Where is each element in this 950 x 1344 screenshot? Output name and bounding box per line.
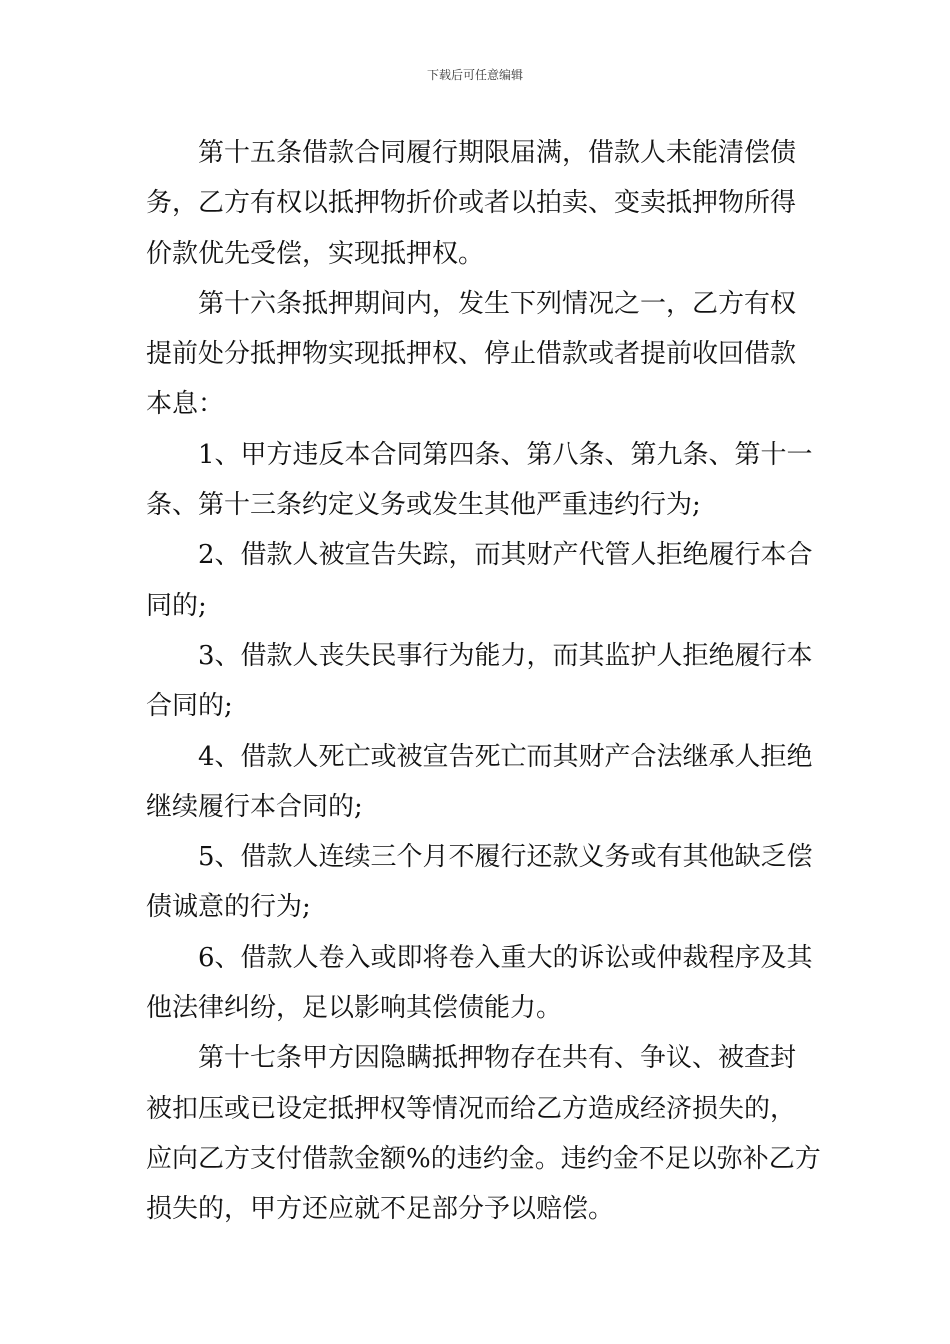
text-line: 他法律纠纷，足以影响其偿债能力。 [146,993,563,1024]
text-line: 第十六条抵押期间内，发生下列情况之一，乙方有权 [198,288,797,319]
paragraph-article-17 [146,1033,821,1234]
text-line: 5、借款人连续三个月不履行还款义务或有其他缺乏偿 [198,842,813,873]
text-line: 应向乙方支付借款金额%的违约金。违约金不足以弥补乙方 [146,1143,821,1174]
text-line: 务，乙方有权以抵押物折价或者以拍卖、变卖抵押物所得 [146,188,797,219]
paragraph-article-16 [146,279,816,430]
page-header: 下载后可任意编辑 [426,68,523,82]
text-line: 本息： [146,389,225,420]
text-line: 债诚意的行为; [146,892,311,923]
text-line: 条、第十三条约定义务或发生其他严重违约行为; [146,490,701,521]
text-line: 损失的，甲方还应就不足部分予以赔偿。 [146,1194,615,1225]
text-line: 第十五条借款合同履行期限届满，借款人未能清偿债 [198,138,797,168]
list-item-5 [146,832,816,933]
text-line: 第十七条甲方因隐瞒抵押物存在共有、争议、被查封 [198,1043,797,1074]
list-item-2 [146,530,816,631]
text-line: 6、借款人卷入或即将卷入重大的诉讼或仲裁程序及其 [198,942,813,973]
text-line: 被扣压或已设定抵押权等情况而给乙方造成经济损失的， [146,1093,797,1124]
text-line: 2、借款人被宣告失踪，而其财产代管人拒绝履行本合 [198,540,813,571]
text-line: 4、借款人死亡或被宣告死亡而其财产合法继承人拒绝 [198,741,813,772]
list-item-4 [146,732,816,833]
list-item-6 [146,933,816,1034]
list-item-3 [146,631,816,732]
text-line: 合同的; [146,691,233,722]
text-line: 同的; [146,590,207,621]
paragraph-article-15 [146,128,816,279]
text-line: 提前处分抵押物实现抵押权、停止借款或者提前收回借款 [146,339,797,370]
document-body [146,128,821,1235]
text-line: 1、甲方违反本合同第四条、第八条、第九条、第十一 [198,439,813,470]
list-item-1 [146,430,816,531]
text-line: 价款优先受偿，实现抵押权。 [146,238,485,269]
text-line: 3、借款人丧失民事行为能力，而其监护人拒绝履行本 [198,640,813,671]
text-line: 继续履行本合同的; [146,791,363,822]
